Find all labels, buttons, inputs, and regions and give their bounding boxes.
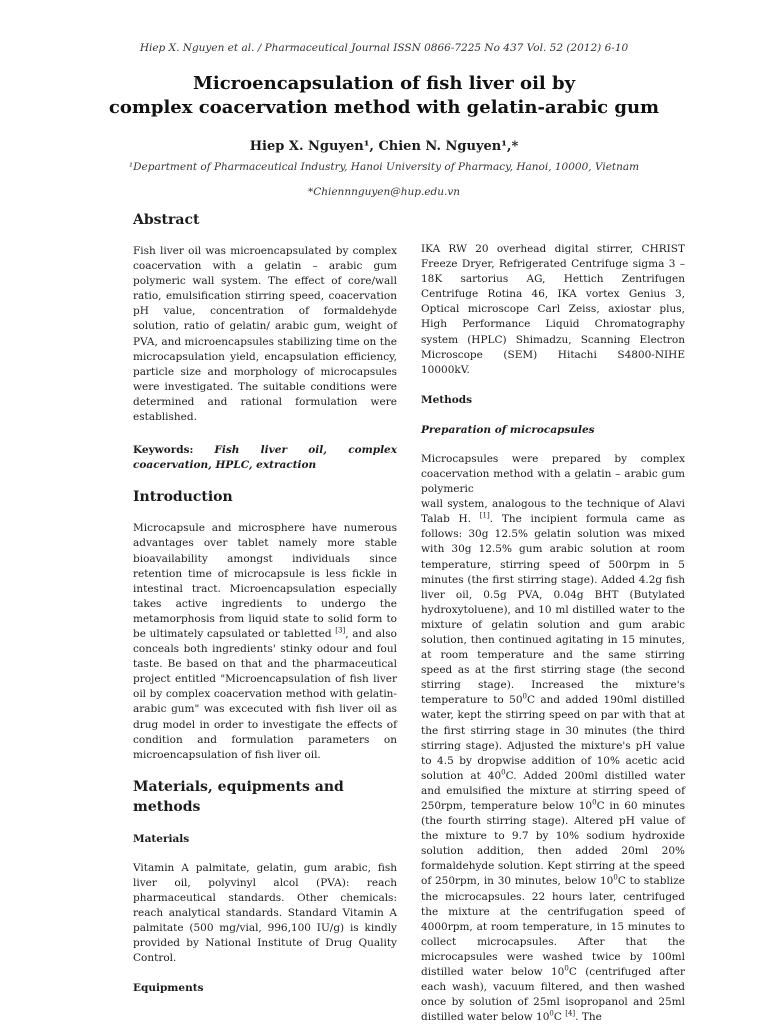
introduction-heading: Introduction <box>133 489 233 506</box>
abstract-text: Fish liver oil was microencapsulated by complex coacervation with a gelatin – arabic gum polymeric wall system. The effect of core/wall ratio, emulsification stirring speed, coacervation pH value, concentration of formaldehyde solution, ratio of gelatin/ arabic gum, weight of PVA, and microencapsules stabilizing time on the microcapsulation yield, encapsulation efficiency, particle size and morphology of microcapsules were investigated. The suitable conditions were determined and rational formulation were established. <box>133 245 397 424</box>
materials-text: Vitamin A palmitate, gelatin, gum arabic, fish liver oil, polyvinyl alcol (PVA): reach pharmaceutical standards. Other chemicals: reach analytical standards. Standard Vitamin A palmitate (500 mg/vial, 996,100 IU/g) is kindly provided by National Institute of Drug Quality Control. <box>133 861 397 965</box>
citation-ref: [4] <box>565 1009 576 1018</box>
citation-ref: [1] <box>479 511 490 520</box>
introduction-text: Microcapsule and microsphere have numerous advantages over tablet namely more stable bioavailability amongst individuals since retention time of microcapsule is less fickle in intestinal tract. Microencapsulation especially takes active ingredients to undergo the metamorphosis from liquid state to solid form to be ultimately capsulated or tabletted [3], and also conceals both ingredients' stinky odour and foul taste. Be based on that and the pharmaceutical project entitled "Microencapsulation of fish liver oil by complex coacervation method with gelatin-arabic gum" was excecuted with fish liver oil as drug model in order to investigate the effects of condition and formulation parameters on microencapsulation of fish liver oil. <box>133 522 397 761</box>
author-list: Hiep X. Nguyen¹, Chien N. Nguyen¹,* <box>249 139 519 154</box>
corresponding-email: *Chiennnguyen@hup.edu.vn <box>307 186 461 198</box>
materials-heading: Materials <box>133 832 190 845</box>
title-line-1: Microencapsulation of fish liver oil by <box>192 73 576 94</box>
right-column <box>421 242 685 1025</box>
paper-title <box>60 72 708 120</box>
keywords <box>133 443 397 473</box>
keywords-text: Fish liver oil, complex coacervation, HPLC, extraction <box>133 444 397 472</box>
preparation-heading: Preparation of microcapsules <box>421 423 595 436</box>
left-column <box>133 210 397 996</box>
equipments-heading: Equipments <box>133 982 204 995</box>
title-line-2: complex coacervation method with gelatin-arabic gum <box>108 97 660 118</box>
author-affiliation: ¹Department of Pharmaceutical Industry, Hanoi University of Pharmacy, Hanoi, 10000, Vietnam <box>128 161 640 173</box>
preparation-procedure-text: wall system, analogous to the technique of Alavi Talab H. [1]. The incipient formula came as follows: 30g 12.5% gelatin solution was mixed with 30g 12.5% gum arabic solution at room temperature, stirring speed of 500rpm in 5 minutes (the first stirring stage). Added 4.2g fish liver oil, 0.5g PVA, 0.04g BHT (Butylated hydroxytoluene), and 10 ml distilled water to the mixture of gelatin solution and gum arabic solution, then continued agitating in 15 minutes, at room temperature and the same stirring speed as at the first stirring stage (the second stirring stage). Increased the mixture's temperature to $50^0C$ and added 190ml distilled water, kept the stirring speed on par with that at the first stirring stage in 30 minutes (the third stirring stage). Adjusted the mixture's pH value to 4.5 by dropwise addition of 10% acetic acid solution at $40^0C$. Added 200ml distilled water and emulsified the mixture at stirring speed of 250rpm, temperature below $10^0C$ in 60 minutes (the fourth stirring stage). Altered pH value of the mixture to 9.7 by 10% sodium hydroxide solution addition, then added 20ml 20% formaldehyde solution. Kept stirring at the speed of 250rpm, in 30 minutes, below $10^0C$ to stablize the microcapsules. 22 hours later, centrifuged the mixture at the centrifugation speed of 4000rpm, at room temperature, in 15 minutes to collect microcapsules. After that the microcapsules were washed twice by 100ml distilled water below $10^0C$ (centrifuged after each wash), vacuum filtered, and then washed once by solution of 25ml isopropanol and 25ml distilled water below $10^0C$ [4]. The <box>421 498 686 1024</box>
preparation-intro-text: Microcapsules were prepared by complex coacervation method with a gelatin – arabic gum polymeric <box>421 452 685 496</box>
methods-heading: Methods <box>421 393 473 406</box>
keywords-label: Keywords: <box>133 444 194 457</box>
materials-methods-heading: Materials, equipments and methods <box>133 778 344 815</box>
abstract-heading: Abstract <box>133 212 200 228</box>
citation-ref: [3] <box>335 626 346 635</box>
running-header: Hiep X. Nguyen et al. / Pharmaceutical Journal ISSN 0866-7225 No 437 Vol. 52 (2012) 6-10 <box>139 42 629 54</box>
equipment-list-text: IKA RW 20 overhead digital stirrer, CHRIST Freeze Dryer, Refrigerated Centrifuge sigma 3 – 18K sartorius AG, Hettich Zentrifugen Centrifuge Rotina 46, IKA vortex Genius 3, Optical microscope Carl Zeiss, axiostar plus, High Performance Liquid Chromatography system (HPLC) Shimadzu, Scanning Electron Microscope (SEM) Hitachi S4800-NIHE 10000kV. <box>421 243 685 376</box>
